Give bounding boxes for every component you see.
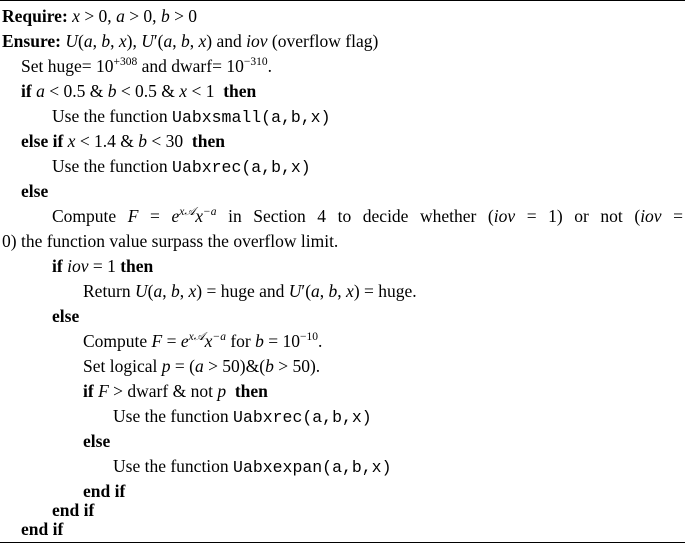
exponent: −a: [212, 331, 226, 343]
exponent: −310: [243, 56, 268, 68]
var: e: [171, 206, 180, 226]
math-text: b: [181, 31, 190, 51]
math-text: ,: [189, 31, 199, 51]
else-keyword: else: [83, 431, 111, 451]
var: iov: [493, 206, 516, 226]
text: Use the function: [113, 406, 234, 426]
var: a: [311, 281, 320, 301]
text: < 1: [187, 81, 224, 101]
compute-f-line: [83, 329, 683, 353]
elseif-line: [21, 129, 683, 153]
if-keyword: if: [52, 256, 63, 276]
var: x: [195, 206, 203, 226]
exponent: −a: [203, 206, 217, 218]
function-name: Uabxsmall(a,b,x): [172, 108, 331, 127]
use-small-line: [52, 104, 683, 128]
text: > 50)&(: [203, 356, 266, 376]
text: Return: [83, 281, 136, 301]
var: b: [265, 356, 274, 376]
ensure-line: [2, 29, 683, 53]
text: =: [162, 331, 181, 351]
exponent: −10: [299, 331, 318, 343]
var: U: [135, 281, 148, 301]
text: for: [225, 331, 256, 351]
math-text: ),: [126, 31, 142, 51]
else-line: [21, 179, 683, 203]
math-text: a: [83, 31, 93, 51]
text: = 10: [263, 331, 300, 351]
var: F: [98, 381, 109, 401]
text: Set huge= 10: [21, 56, 114, 76]
var: x: [188, 281, 197, 301]
var-b: b: [160, 6, 170, 26]
math-text: ,: [92, 31, 102, 51]
end-if-keyword: end if: [83, 481, 126, 501]
text: ′(: [301, 281, 312, 301]
var: F: [151, 331, 163, 351]
exponent: x: [188, 331, 194, 343]
use-rec-line: [52, 154, 683, 178]
end-if-keyword: end if: [21, 519, 64, 539]
compute-overflow-continuation: [2, 229, 683, 253]
exponent: +308: [113, 56, 138, 68]
function-name: Uabxexpan(a,b,x): [233, 458, 392, 477]
text: < 1.4 &: [75, 131, 139, 151]
else-keyword: else: [21, 181, 49, 201]
text: > 50).: [273, 356, 321, 376]
var: b: [138, 131, 148, 151]
text: < 0.5 &: [44, 81, 108, 101]
end-if-line-3: [21, 517, 683, 541]
var: b: [328, 281, 338, 301]
if-keyword: if: [83, 381, 94, 401]
text: =: [138, 206, 172, 226]
else-keyword: else: [52, 306, 80, 326]
text: ,: [179, 281, 189, 301]
else-if-keyword: else if: [21, 131, 64, 151]
if-keyword: if: [21, 81, 32, 101]
text: =: [661, 206, 684, 226]
text: = (: [170, 356, 195, 376]
if-f-line: [83, 379, 683, 403]
text: = 1: [88, 256, 121, 276]
require-line: [2, 4, 683, 28]
var: U: [288, 281, 302, 301]
var-a: a: [116, 6, 125, 26]
set-logical-line: [83, 354, 683, 378]
math-text: x: [198, 31, 207, 51]
cond-text: > 0: [169, 6, 198, 26]
text: Compute: [52, 206, 128, 226]
var: b: [170, 281, 180, 301]
if-small-line: [21, 79, 683, 103]
set-huge-line: [21, 54, 683, 78]
text: ,: [337, 281, 347, 301]
var: b: [255, 331, 264, 351]
var: x: [346, 281, 354, 301]
var-x: x: [72, 6, 80, 26]
text: Use the function: [52, 106, 173, 126]
text: = 1) or not (: [515, 206, 641, 226]
require-keyword: Require:: [2, 6, 68, 26]
math-text: ,: [110, 31, 119, 51]
text: (: [147, 281, 154, 301]
cond-text: > 0,: [124, 6, 161, 26]
calligraphic-a: 𝒜: [193, 329, 205, 343]
var: x: [179, 81, 188, 101]
compute-overflow-line: [52, 204, 683, 228]
text: .: [317, 331, 323, 351]
text: ,: [319, 281, 329, 301]
math-text: ) and: [206, 31, 247, 51]
then-keyword: then: [223, 81, 257, 101]
text: in Section 4 to decide whether (: [216, 206, 494, 226]
var: p: [161, 356, 171, 376]
return-line: [83, 279, 683, 303]
use-expan-line: [113, 454, 683, 478]
math-text: (: [78, 31, 84, 51]
exponent: x: [179, 206, 185, 218]
math-text: ,: [172, 31, 181, 51]
text: ) = huge and: [196, 281, 289, 301]
math-text: U: [65, 31, 79, 51]
var: a: [153, 281, 163, 301]
text: < 0.5 &: [116, 81, 180, 101]
text: > dwarf & not: [108, 381, 218, 401]
var: b: [107, 81, 117, 101]
math-text: b: [101, 31, 111, 51]
math-text: a: [163, 31, 173, 51]
text: ) = huge.: [353, 281, 417, 301]
text: Use the function: [52, 156, 173, 176]
text: ,: [162, 281, 171, 301]
math-text: (overflow flag): [267, 31, 379, 51]
math-text: iov: [246, 31, 268, 51]
then-keyword: then: [120, 256, 154, 276]
var: e: [180, 331, 189, 351]
text: Use the function: [113, 456, 234, 476]
text: 0) the function value surpass the overflow limit.: [2, 231, 339, 251]
calligraphic-a: 𝒜: [184, 204, 196, 218]
text: < 30: [147, 131, 192, 151]
text: Compute: [83, 331, 152, 351]
math-text: U: [141, 31, 154, 51]
text: Set logical: [83, 356, 162, 376]
cond-text: > 0,: [79, 6, 117, 26]
var: iov: [67, 256, 89, 276]
var: x: [67, 131, 76, 151]
if-iov-line: [52, 254, 683, 278]
math-text: x: [118, 31, 127, 51]
then-keyword: then: [191, 131, 225, 151]
var: p: [217, 381, 227, 401]
var: a: [36, 81, 45, 101]
ensure-keyword: Ensure:: [2, 31, 61, 51]
text: [226, 381, 235, 401]
function-name: Uabxrec(a,b,x): [172, 158, 311, 177]
var: x: [204, 331, 213, 351]
var: F: [127, 206, 139, 226]
else-line-2: [52, 304, 683, 328]
end-if-keyword: end if: [52, 500, 95, 520]
function-name: Uabxrec(a,b,x): [233, 408, 372, 427]
text: .: [267, 56, 272, 76]
math-text: ′(: [153, 31, 164, 51]
var: a: [194, 356, 204, 376]
else-line-3: [83, 429, 683, 453]
then-keyword: then: [234, 381, 268, 401]
text: and dwarf= 10: [137, 56, 244, 76]
use-rec-line-2: [113, 404, 683, 428]
var: iov: [640, 206, 662, 226]
